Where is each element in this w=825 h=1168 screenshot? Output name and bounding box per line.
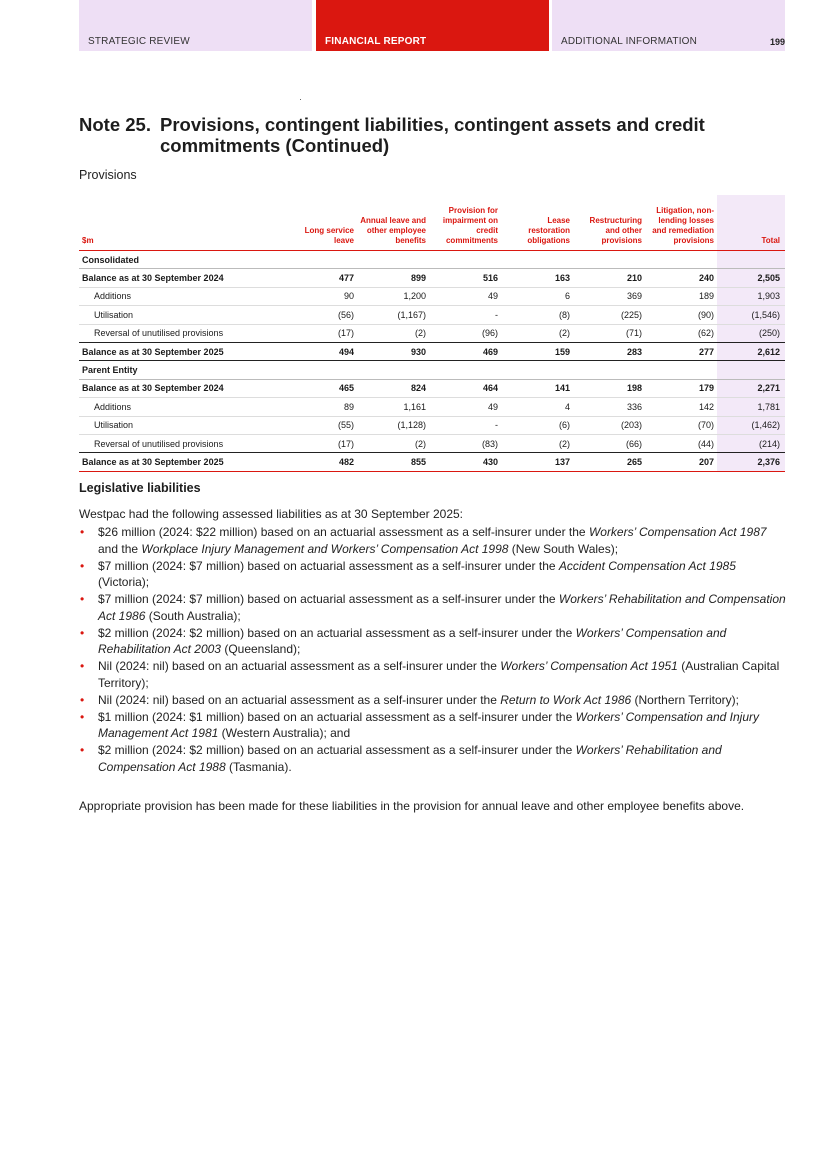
column-header-impairment: Provision for impairment on credit commitments <box>442 206 498 245</box>
list-item: • $7 million (2024: $7 million) based on actuarial assessment as a self-insurer under the Accident Compensation Act 1985 (Victoria); <box>80 558 736 589</box>
table-row: Reversal of unutilised provisions (17) (2) (96) (2) (71) (62) (250) <box>79 324 785 342</box>
tab-additional-information[interactable]: ADDITIONAL INFORMATION <box>552 0 785 51</box>
group-label: Parent Entity <box>79 361 717 379</box>
list-item: • $2 million (2024: $2 million) based on an actuarial assessment as a self-insurer under the Workers’ Compensation and Rehabilitation Act 2003 (Queensland); <box>80 625 727 656</box>
table-row-closing-balance: Balance as at 30 September 2025 482 855 430 137 265 207 2,376 <box>79 453 785 471</box>
bullet-icon: • <box>80 709 85 724</box>
table-row: Additions 90 1,200 49 6 369 189 1,903 <box>79 287 785 305</box>
table-row: Balance as at 30 September 2024 477 899 516 163 210 240 2,505 <box>79 269 785 287</box>
group-label: Consolidated <box>79 251 717 269</box>
table-row-closing-balance: Balance as at 30 September 2025 494 930 469 159 283 277 2,612 <box>79 342 785 360</box>
list-item: • $26 million (2024: $22 million) based on an actuarial assessment as a self-insurer under the Workers’ Compensation Act 1987 and the Workplace Injury Management and Workers’ Compensation Act 1998 (New South Wales); <box>80 525 767 556</box>
column-header-long-service-leave: Long service leave <box>304 226 354 245</box>
list-item: • $1 million (2024: $1 million) based on an actuarial assessment as a self-insurer under the Workers’ Compensation and Injury Management Act 1981 (Western Australia); and <box>80 709 760 740</box>
note-number: Note 25. <box>79 114 151 135</box>
page-number: 199 <box>769 37 785 47</box>
decorative-dot <box>300 99 301 100</box>
list-item: • Nil (2024: nil) based on an actuarial assessment as a self-insurer under the Workers’ Compensation Act 1951 (Australian Capital Territory); <box>80 659 780 690</box>
table-row: Additions 89 1,161 49 4 336 142 1,781 <box>79 398 785 416</box>
column-header-lease-restoration: Lease restoration obligations <box>527 216 570 245</box>
bullet-icon: • <box>80 659 85 673</box>
top-navigation <box>79 0 785 51</box>
table-row: Reversal of unutilised provisions (17) (2) (83) (2) (66) (44) (214) <box>79 434 785 452</box>
tab-strategic-review[interactable]: STRATEGIC REVIEW <box>79 0 312 51</box>
list-item: • Nil (2024: nil) based on an actuarial assessment as a self-insurer under the Return to Work Act 1986 (Northern Territory); <box>80 692 739 707</box>
bullet-icon: • <box>80 525 85 539</box>
tab-financial-report[interactable]: FINANCIAL REPORT <box>316 0 549 51</box>
provisions-table <box>79 195 785 472</box>
section-label-provisions: Provisions <box>79 168 137 182</box>
legislative-liabilities-heading: Legislative liabilities <box>79 481 201 495</box>
group-row-consolidated <box>79 251 785 269</box>
legislative-intro: Westpac had the following assessed liabilities as at 30 September 2025: <box>79 507 464 521</box>
list-item: • $2 million (2024: $2 million) based on an actuarial assessment as a self-insurer under the Workers’ Rehabilitation and Compensation Act 1988 (Tasmania). <box>80 743 722 774</box>
bullet-icon: • <box>80 558 85 573</box>
column-header-total: Total <box>717 195 785 251</box>
legislative-liabilities-list <box>79 524 789 776</box>
closing-paragraph: Appropriate provision has been made for these liabilities in the provision for annual leave and other employee benefits above. <box>79 799 745 813</box>
bullet-icon: • <box>80 743 85 757</box>
bullet-icon: • <box>80 592 85 606</box>
column-header-annual-leave: Annual leave and other employee benefits <box>360 216 426 245</box>
list-item: • $7 million (2024: $7 million) based on actuarial assessment as a self-insurer under the Workers’ Rehabilitation and Compensation Act 1986 (South Australia); <box>80 592 786 623</box>
column-header-litigation: Litigation, non-lending losses and remediation provisions <box>652 206 714 245</box>
bullet-icon: • <box>80 692 85 707</box>
page-title <box>79 114 779 156</box>
table-row: Utilisation (55) (1,128) - (6) (203) (70) (1,462) <box>79 416 785 434</box>
table-row: Balance as at 30 September 2024 465 824 464 141 198 179 2,271 <box>79 379 785 397</box>
column-header-restructuring: Restructuring and other provisions <box>589 216 642 245</box>
group-row-parent-entity <box>79 361 785 379</box>
table-header-row <box>79 195 785 251</box>
bullet-icon: • <box>80 625 85 640</box>
table-row: Utilisation (56) (1,167) - (8) (225) (90) (1,546) <box>79 306 785 324</box>
column-header-unit: $m <box>82 236 94 245</box>
note-title: Provisions, contingent liabilities, contingent assets and credit commitments (Continued) <box>160 114 705 156</box>
